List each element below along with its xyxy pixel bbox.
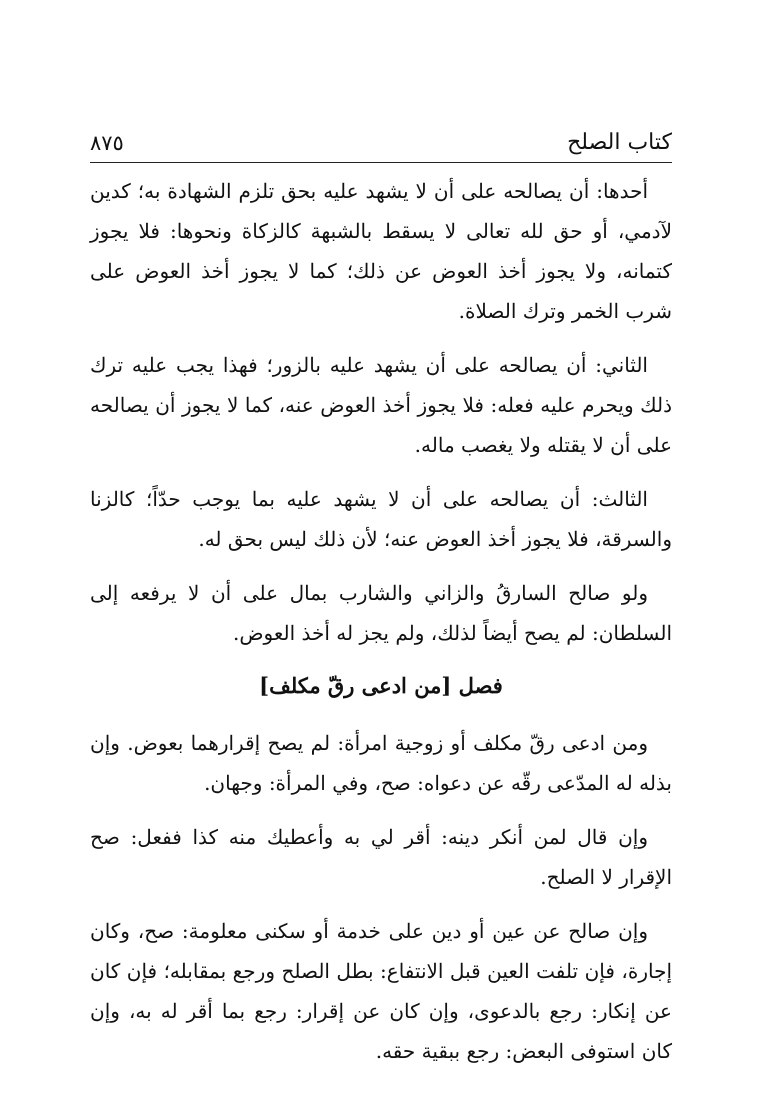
section-heading: فصل [من ادعى رقّ مكلف] [259, 673, 503, 698]
text-body [90, 171, 672, 1071]
paragraph: وإن قال لمن أنكر دينه: أقر لي به وأعطيك منه كذا ففعل: صح الإقرار لا الصلح. [90, 825, 672, 889]
paragraph: الثالث: أن يصالحه على أن لا يشهد عليه بما يوجب حدّاً؛ كالزنا والسرقة، فلا يجوز أخذ العوض عنه؛ لأن ذلك ليس بحق له. [90, 487, 672, 551]
paragraph: ولو صالح السارقُ والزاني والشارب بمال على أن لا يرفعه إلى السلطان: لم يصح أيضاً لذلك، ولم يجز له أخذ العوض. [90, 581, 672, 645]
paragraph: أحدها: أن يصالحه على أن لا يشهد عليه بحق تلزم الشهادة به؛ كدين لآدمي، أو حق لله تعالى لا يسقط بالشبهة كالزكاة ونحوها: فلا يجوز كتمانه، ولا يجوز أخذ العوض عن ذلك؛ كما لا يجوز أخذ العوض على شرب الخمر وترك الصلاة. [90, 179, 672, 323]
header-rule [90, 162, 672, 163]
running-header [90, 128, 672, 158]
page-number: ٨٧٥ [90, 131, 124, 155]
paragraph: وإن صالح عن عين أو دين على خدمة أو سكنى معلومة: صح، وكان إجارة، فإن تلفت العين قبل الانتفاع: بطل الصلح ورجع بمقابله؛ فإن كان عن إنكار: رجع بالدعوى، وإن كان عن إقرار: رجع بما أقر له به، وإن كان استوفى البعض: رجع ببقية حقه. [90, 919, 672, 1063]
paragraph: ومن ادعى رقّ مكلف أو زوجية امرأة: لم يصح إقرارهما بعوض. وإن بذله له المدّعى رقّه عن دعواه: صح، وفي المرأة: وجهان. [90, 731, 672, 795]
book-page [90, 128, 672, 1085]
book-title: كتاب الصلح [567, 130, 672, 155]
paragraph: الثاني: أن يصالحه على أن يشهد عليه بالزور؛ فهذا يجب عليه ترك ذلك ويحرم عليه فعله: فلا يجوز أخذ العوض عنه، كما لا يجوز أن يصالحه على أن لا يقتله ولا يغصب ماله. [90, 353, 672, 457]
